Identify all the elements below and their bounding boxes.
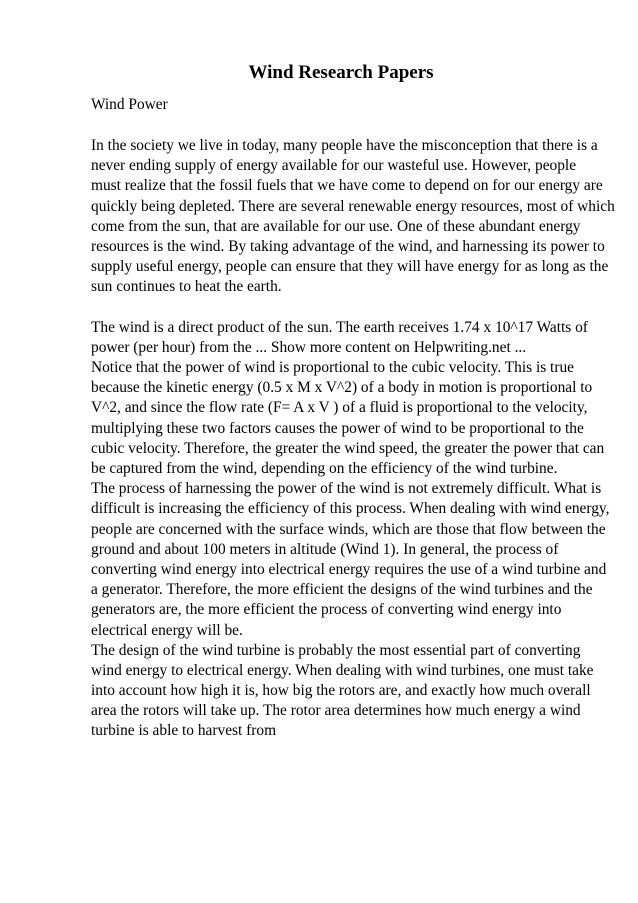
body-line: In the society we live in today, many people have the misconception that there is a [91, 137, 598, 154]
body-line: be captured from the wind, depending on the efficiency of the wind turbine. [91, 460, 558, 477]
body-line: because the kinetic energy (0.5 x M x V^2) of a body in motion is proportional to [91, 379, 593, 397]
body-line: supply useful energy, people can ensure that they will have energy for as long as the [91, 258, 609, 276]
body-line: come from the sun, that are available for our use. One of these abundant energy [91, 217, 581, 235]
body-line: cubic velocity. Therefore, the greater the wind speed, the greater the power that can [91, 439, 605, 457]
body-line: V^2, and since the flow rate (F= A x V ) of a fluid is proportional to the velocity, [91, 399, 588, 417]
paragraph-gap [91, 298, 591, 318]
body-line: The design of the wind turbine is probably the most essential part of converting [91, 641, 581, 659]
body-line: wind energy to electrical energy. When dealing with wind turbines, one must take [91, 661, 594, 679]
body-line: power (per hour) from the ... Show more content on Helpwriting.net ... [91, 338, 527, 356]
body-line: resources is the wind. By taking advantage of the wind, and harnessing its power to [91, 237, 605, 255]
document-title: Wind Research Papers [248, 62, 434, 83]
body-line: The process of harnessing the power of the wind is not extremely difficult. What is [91, 480, 602, 498]
body-line: area the rotors will take up. The rotor area determines how much energy a wind [91, 702, 581, 720]
body-line: multiplying these two factors causes the power of wind to be proportional to the [91, 419, 584, 437]
body-line: converting wind energy into electrical energy requires the use of a wind turbine and [91, 560, 607, 578]
body-line: turbine is able to harvest from [91, 722, 277, 740]
document-body [91, 136, 615, 742]
body-line: electrical energy will be. [91, 621, 243, 639]
body-line: sun continues to heat the earth. [91, 278, 282, 296]
document-subtitle: Wind Power [91, 96, 168, 113]
body-line: into account how high it is, how big the rotors are, and exactly how much overall [91, 682, 591, 700]
body-line: a generator. Therefore, the more efficient the designs of the wind turbines and the [91, 581, 593, 599]
body-line: Notice that the power of wind is proportional to the cubic velocity. This is true [91, 359, 574, 377]
body-line: people are concerned with the surface winds, which are those that flow between the [91, 520, 606, 538]
body-line: generators are, the more efficient the process of converting wind energy into [91, 601, 562, 619]
body-line: ground and about 100 meters in altitude (Wind 1). In general, the process of [91, 540, 559, 558]
body-line: difficult is increasing the efficiency of this process. When dealing with wind energy, [91, 500, 610, 518]
body-line: The wind is a direct product of the sun. The earth receives 1.74 x 10^17 Watts of [91, 318, 588, 336]
body-line: must realize that the fossil fuels that we have come to depend on for our energy are [91, 177, 603, 195]
body-line: quickly being depleted. There are several renewable energy resources, most of which [91, 197, 615, 215]
body-line: never ending supply of energy available for our wasteful use. However, people [91, 157, 577, 175]
